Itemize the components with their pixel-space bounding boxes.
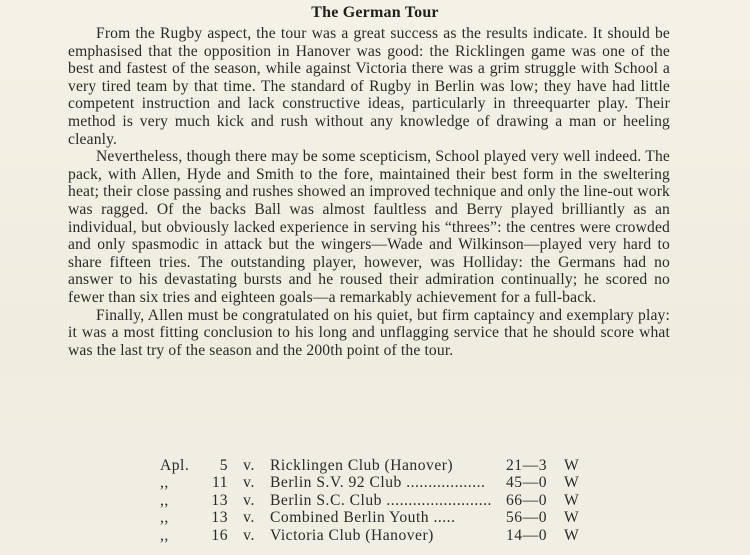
article-body [68,25,670,359]
result-opponent: Berlin S.C. Club ........................ [270,491,492,509]
result-month: Apl. [160,457,190,474]
result-outcome: W [564,509,580,527]
paragraph: Finally, Allen must be congratulated on his quiet, but firm captaincy and exemplary play: it was a most fitting conclusion to his long and unflagging service that he should score what was the last try of the season and the 200th point of the tour. [68,306,670,359]
result-opponent: Ricklingen Club (Hanover) [270,457,454,474]
result-score: 56—0 [506,509,547,527]
result-month: ,, [160,474,169,492]
result-versus: v. [243,474,255,492]
result-month: ,, [160,491,169,509]
result-score: 21—3 [506,457,547,474]
page-title: The German Tour [311,4,439,21]
result-row [160,457,588,474]
result-month: ,, [160,526,169,544]
result-day: 13 [211,491,228,509]
result-score: 14—0 [506,526,547,544]
result-row [160,492,588,509]
result-versus: v. [243,509,255,527]
result-row [160,474,588,491]
result-day: 11 [211,474,228,492]
result-day: 16 [211,526,228,544]
results-table [160,457,588,544]
result-opponent: Berlin S.V. 92 Club .................. [270,474,486,492]
result-day: 5 [219,457,228,474]
result-row [160,509,588,526]
result-outcome: W [564,457,580,474]
result-month: ,, [160,509,169,527]
result-score: 66—0 [506,491,547,509]
result-versus: v. [243,491,255,509]
result-outcome: W [564,474,580,492]
result-outcome: W [564,526,580,544]
result-versus: v. [243,457,255,474]
result-opponent: Victoria Club (Hanover) [270,526,434,544]
paragraph: From the Rugby aspect, the tour was a great success as the results indicate. It should be emphasised that the opposition in Hanover was good: the Ricklingen game was one of the best and fastest of the season, while against Victoria there was a grim struggle with School a very tired team by that time. The standard of Rugby in Berlin was low; they have had little competent instruction and lack constructive ideas, particularly in threequarter play. Their method is very much kick and rush without any knowledge of drawing a man or heeling cleanly. [68,25,670,148]
result-row [160,527,588,544]
result-versus: v. [243,526,255,544]
paragraph: Nevertheless, though there may be some scepticism, School played very well indeed. The pack, with Allen, Hyde and Smith to the fore, maintained their best form in the sweltering heat; their close passing and rushes showed an improved technique and only the line-out work was ragged. Of the backs Ball was almost faultless and Berry played brilliantly as an individual, but obviously lacked experience in serving his “threes”: the centres were crowded and only spasmodic in attack but the wingers—Wade and Wilkinson—played very hard to share fifteen tries. The outstanding player, however, was Holliday: the Germans had no answer to his devastating bursts and he roused their admiration continually; he scored no fewer than six tries and eighteen goals—a remarkably achievement for a full-back. [68,148,670,306]
result-opponent: Combined Berlin Youth ..... [270,509,456,527]
result-day: 13 [211,509,228,527]
result-score: 45—0 [506,474,547,492]
result-outcome: W [564,491,580,509]
